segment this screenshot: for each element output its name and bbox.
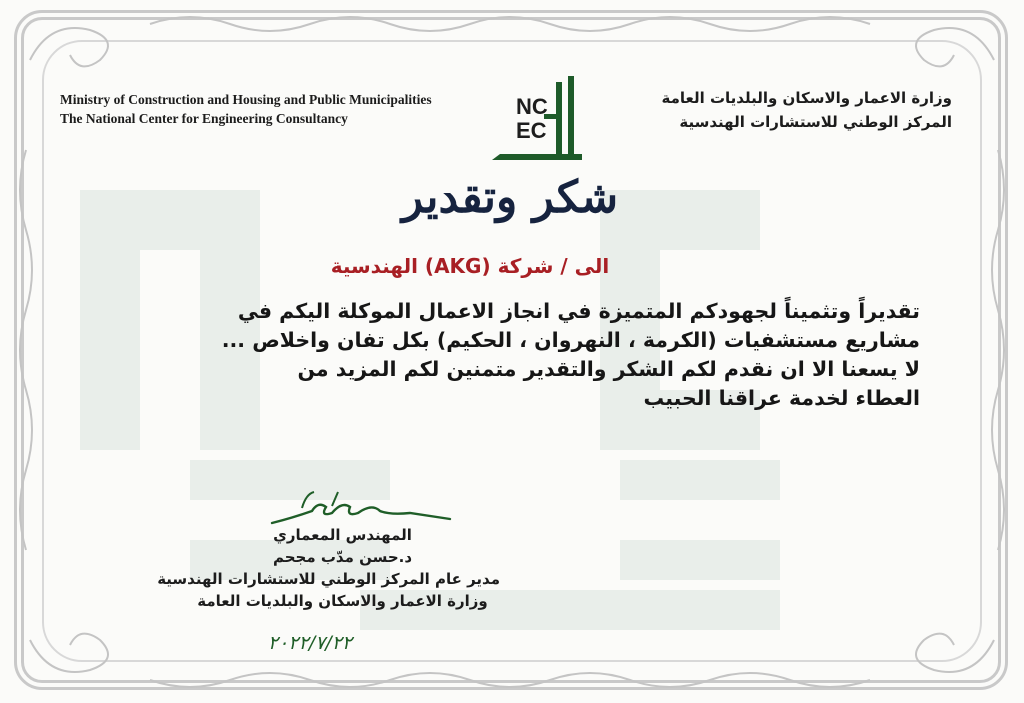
signatory-ministry: وزارة الاعمار والاسكان والبلديات العامة: [197, 592, 488, 610]
ncec-logo-icon: [486, 74, 590, 170]
header-arabic: [592, 86, 952, 134]
ministry-name-ar: وزارة الاعمار والاسكان والبلديات العامة: [661, 89, 952, 107]
header-english: [60, 90, 500, 128]
body-line: العطاء لخدمة عراقنا الحبيب: [643, 386, 920, 410]
center-name-en: The National Center for Engineering Consultancy: [60, 111, 348, 126]
recipient: الى / شركة (AKG) الهندسية: [330, 254, 610, 278]
signatory-block: [157, 524, 500, 612]
svg-text:EC: EC: [516, 118, 547, 143]
certificate-title: شكر وتقدير: [401, 172, 619, 223]
signatory-position: مدير عام المركز الوطني للاستشارات الهندسية: [157, 570, 500, 588]
body-line: مشاريع مستشفيات (الكرمة ، النهروان ، الحكيم) بكل تفان واخلاص ...: [221, 328, 920, 352]
ministry-name-en: Ministry of Construction and Housing and Public Municipalities: [60, 92, 432, 107]
signatory-title: المهندس المعماري: [273, 526, 412, 544]
certificate-body: [100, 297, 920, 413]
center-name-ar: المركز الوطني للاستشارات الهندسية: [679, 113, 952, 131]
signatory-name: د.حسن مدّب مجحم: [272, 548, 413, 566]
signature-date: ٢٠٢٢/٧/٢٢: [267, 632, 353, 654]
svg-text:NC: NC: [516, 94, 548, 119]
body-line: تقديراً وتثميناً لجهودكم المتميزة في انجاز الاعمال الموكلة اليكم في: [237, 299, 920, 323]
body-line: لا يسعنا الا ان نقدم لكم الشكر والتقدير متمنين لكم المزيد من: [297, 357, 920, 381]
